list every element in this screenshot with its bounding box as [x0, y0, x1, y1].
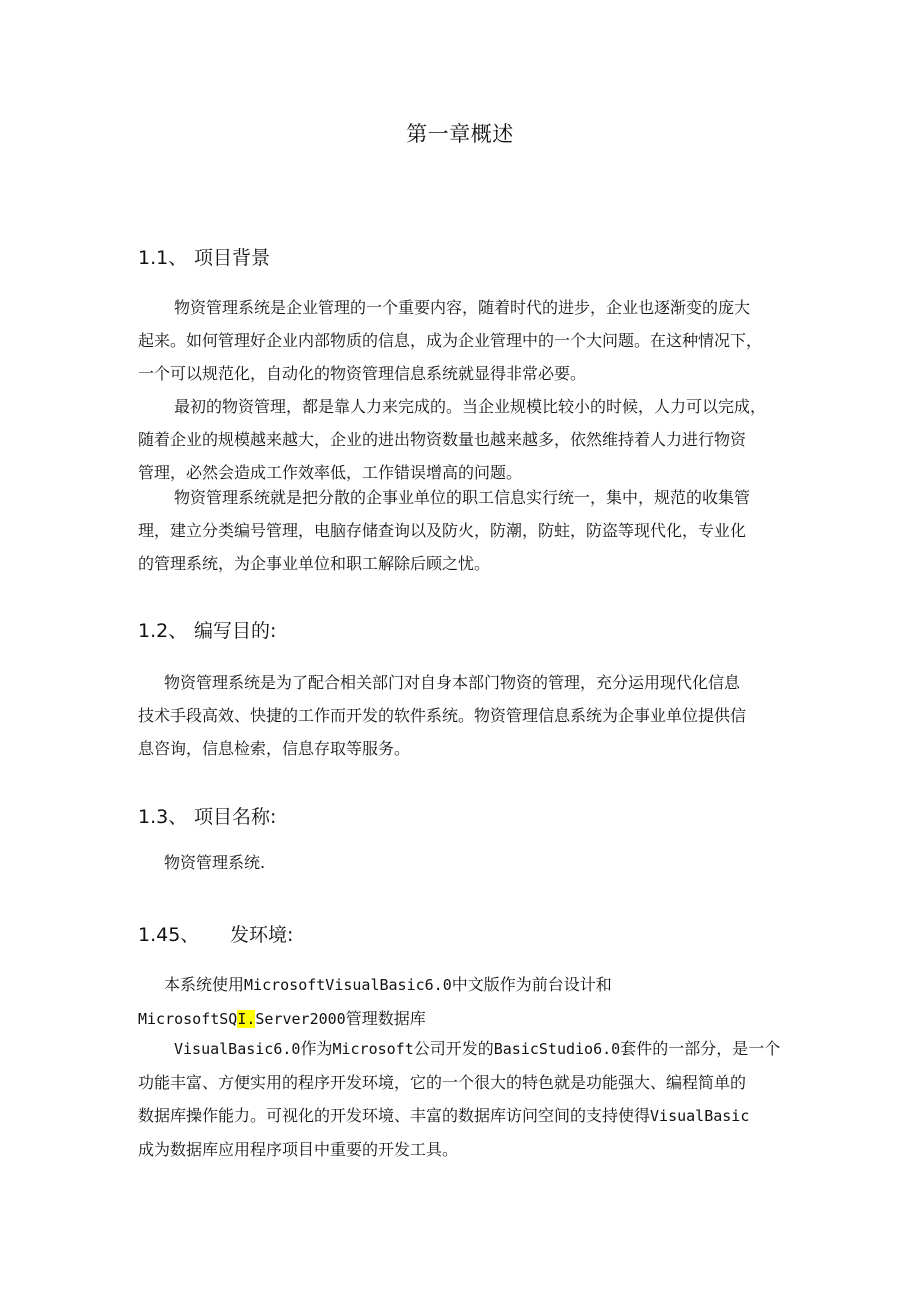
chapter-title: 第一章概述: [406, 122, 514, 146]
background-paragraph-3: [138, 481, 783, 580]
text-line: VisualBasic6.0作为Microsoft公司开发的BasicStudio6.0套件的一部分，是一个: [174, 1039, 781, 1058]
text-line: MicrosoftSQI.Server2000管理数据库: [138, 1009, 426, 1028]
highlighted-text: I.: [237, 1010, 256, 1028]
section-number: 1.2、: [138, 620, 188, 642]
section-number: 1.45、: [138, 924, 200, 946]
text-line: 数据库操作能力。可视化的开发环境、丰富的数据库访问空间的支持使得VisualBasic: [138, 1106, 750, 1125]
background-paragraph-1: [138, 291, 783, 390]
project-name-paragraph: [138, 846, 783, 879]
section-title: 项目背景: [194, 247, 271, 269]
text-line: 随着企业的规模越来越大，企业的进出物资数量也越来越多，依然维持着人力进行物资: [138, 430, 747, 449]
text-line: 理，建立分类编号管理，电脑存储查询以及防火，防潮，防蛀，防盗等现代化，专业化: [138, 521, 747, 540]
section-heading-background: [138, 243, 270, 270]
environment-paragraph-2: [138, 1032, 783, 1166]
text-line: 功能丰富、方便实用的程序开发环境，它的一个很大的特色就是功能强大、编程简单的: [138, 1073, 747, 1092]
section-number: 1.3、: [138, 806, 188, 828]
text-line: 物资管理系统是企业管理的一个重要内容，随着时代的进步，企业也逐渐变的庞大: [174, 298, 751, 317]
environment-paragraph-1: [138, 968, 783, 1036]
section-heading-purpose: [138, 616, 276, 643]
text-line: 的管理系统，为企事业单位和职工解除后顾之忧。: [138, 554, 491, 573]
text-line: 物资管理系统是为了配合相关部门对自身本部门物资的管理，充分运用现代化信息: [164, 673, 741, 692]
text-line: 本系统使用MicrosoftVisualBasic6.0中文版作为前台设计和: [164, 975, 612, 994]
text-line: 最初的物资管理，都是靠人力来完成的。当企业规模比较小的时候，人力可以完成，: [174, 397, 767, 416]
background-paragraph-2: [138, 390, 783, 489]
text-line: 物资管理系统就是把分散的企事业单位的职工信息实行统一，集中，规范的收集管: [174, 488, 751, 507]
text-line: 起来。如何管理好企业内部物质的信息，成为企业管理中的一个大问题。在这种情况下，: [138, 331, 763, 350]
text-line: 一个可以规范化，自动化的物资管理信息系统就显得非常必要。: [138, 364, 587, 383]
text-line: 成为数据库应用程序项目中重要的开发工具。: [138, 1140, 459, 1159]
text-line: 物资管理系统.: [164, 853, 266, 872]
section-title: 项目名称:: [194, 806, 277, 828]
text-line: 息咨询，信息检索，信息存取等服务。: [138, 739, 411, 758]
section-heading-environment: [138, 920, 293, 947]
text-line: 技术手段高效、快捷的工作而开发的软件系统。物资管理信息系统为企事业单位提供信: [138, 706, 747, 725]
section-number: 1.1、: [138, 247, 188, 269]
section-heading-project-name: [138, 802, 276, 829]
text-line: 管理，必然会造成工作效率低，工作错误增高的问题。: [138, 463, 523, 482]
section-title: 发环境:: [230, 924, 294, 946]
section-title: 编写目的:: [194, 620, 277, 642]
purpose-paragraph: [138, 666, 783, 765]
